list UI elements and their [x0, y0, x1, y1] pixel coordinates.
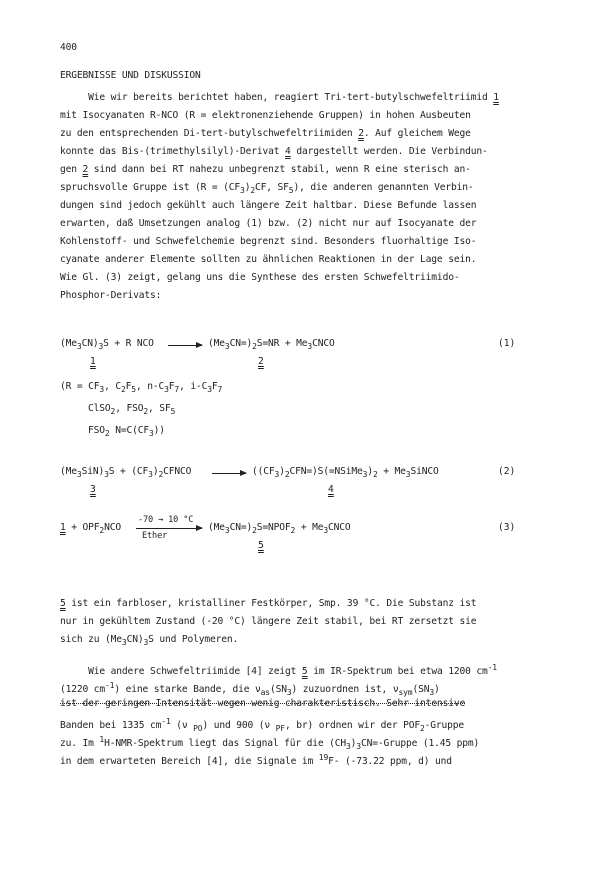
- text-line: in dem erwarteten Bereich [4], die Signale im $^{19}$F- (-73.22 ppm, d) und: [60, 753, 452, 768]
- compound-3-label: 3: [90, 484, 96, 495]
- text-line: 5 ist ein farbloser, kristalliner Festkörper, Smp. 39 °C. Die Substanz ist: [60, 598, 477, 609]
- text-line: erwarten, daß Umsetzungen analog (1) bzw. (2) nicht nur auf Isocyanate der: [60, 218, 477, 229]
- text-line: ist der geringen Intensität wegen wenig charakteristisch. Sehr intensive: [60, 698, 466, 709]
- equation-3-label: (3): [498, 522, 516, 533]
- text-line: Kohlenstoff- und Schwefelchemie begrenzt sind. Besonders fluorhaltige Iso-: [60, 236, 477, 247]
- text-line: Banden bei 1335 $cm^{-1}$ (ν $_{PO}$) und 900 (ν $_{PF}$, br) ordnen wir der $POF_2$-Gruppe: [60, 717, 465, 734]
- compound-1-label: 1: [90, 356, 96, 367]
- page-number: 400: [60, 42, 77, 53]
- r-definition-line: ClSO$_2$, $FSO_2$, $SF_5$: [88, 403, 176, 416]
- compound-2-label: 2: [258, 356, 264, 367]
- text-line: gen 2 sind dann bei RT nahezu unbegrenzt stabil, wenn R eine sterisch an-: [60, 164, 471, 175]
- equation-3-left: $1 + OPF_2NCO$: [60, 522, 121, 535]
- text-line: Wie wir bereits berichtet haben, reagiert Tri-tert-butylschwefeltriimid 1: [60, 92, 499, 103]
- equation-2-label: (2): [498, 466, 516, 477]
- text-line: (1220 $cm^{-1}$) eine starke Bande, die $\nu_{as}(SN_3)$ zuzuordnen ist, $\nu_{sym}(SN_3)$: [60, 681, 440, 698]
- text-line: konnte das Bis-(trimethylsilyl)-Derivat 4 dargestellt werden. Die Verbindun-: [60, 146, 488, 157]
- text-line: sich zu $(Me_3CN)_3S$ und Polymeren.: [60, 634, 239, 647]
- compound-4-label: 4: [328, 484, 334, 495]
- reaction-arrow-icon: [168, 345, 202, 346]
- text-line: mit Isocyanaten R-NCO (R = elektronenziehende Gruppen) in hohen Ausbeuten: [60, 110, 471, 121]
- text-line: Phosphor-Derivats:: [60, 290, 162, 301]
- equation-1-label: (1): [498, 338, 516, 349]
- r-definition-line: $FSO_2$ $N=C(CF_3)$): [88, 425, 165, 438]
- reaction-condition-solvent: Ether: [142, 531, 168, 541]
- text-line: Wie Gl. (3) zeigt, gelang uns die Synthese des ersten Schwefeltriimido-: [60, 272, 460, 283]
- r-definition-line: ($R = CF_3$, $C_2F_5$, $n-C_3F_7$, $i-C_3F_7$: [60, 381, 223, 394]
- section-heading: ERGEBNISSE UND DISKUSSION: [60, 70, 201, 81]
- reaction-arrow-icon: [212, 473, 246, 474]
- text-line: dungen sind jedoch gekühlt auch längere Zeit haltbar. Diese Befunde lassen: [60, 200, 477, 211]
- equation-2-left: $(Me_3SiN)_3S$ + $(CF_3)_2CFNCO$: [60, 466, 192, 479]
- text-line: cyanate anderer Elemente sollten zu ähnlichen Reaktionen in der Lage sein.: [60, 254, 477, 265]
- equation-1-left: $(Me_3CN)_3S + R$ NCO: [60, 338, 154, 351]
- text-line: nur in gekühltem Zustand (-20 °C) längere Zeit stabil, bei RT zersetzt sie: [60, 616, 477, 627]
- text-line: Wie andere Schwefeltriimide [4] zeigt 5 im IR-Spektrum bei etwa 1200 $cm^{-1}$: [60, 663, 497, 678]
- equation-2-right: $((CF_3)_2CFN=)S(=NSiMe_3)_2$ + $Me_3SiNCO$: [252, 466, 439, 479]
- text-line: spruchsvolle Gruppe ist ($R = (CF_3)_2CF$, $SF_5$), die anderen genannten Verbin-: [60, 182, 474, 195]
- equation-1-right: $(Me_3CN=)_2S=NR$ + $Me_3CNCO$: [208, 338, 335, 351]
- compound-5-label: 5: [258, 540, 264, 551]
- text-line: zu. Im $^1$H-NMR-Spektrum liegt das Signal für die $(CH_3)_3CN=$-Gruppe (1.45 ppm): [60, 735, 480, 752]
- text-line: zu den entsprechenden Di-tert-butylschwefeltriimiden 2. Auf gleichem Wege: [60, 128, 471, 139]
- reaction-arrow-icon: [136, 528, 202, 529]
- reaction-condition-temperature: -70 → 10 °C: [138, 515, 194, 525]
- equation-3-right: $(Me_3CN=)_2S=NPOF_2$ + $Me_3CNCO$: [208, 522, 351, 535]
